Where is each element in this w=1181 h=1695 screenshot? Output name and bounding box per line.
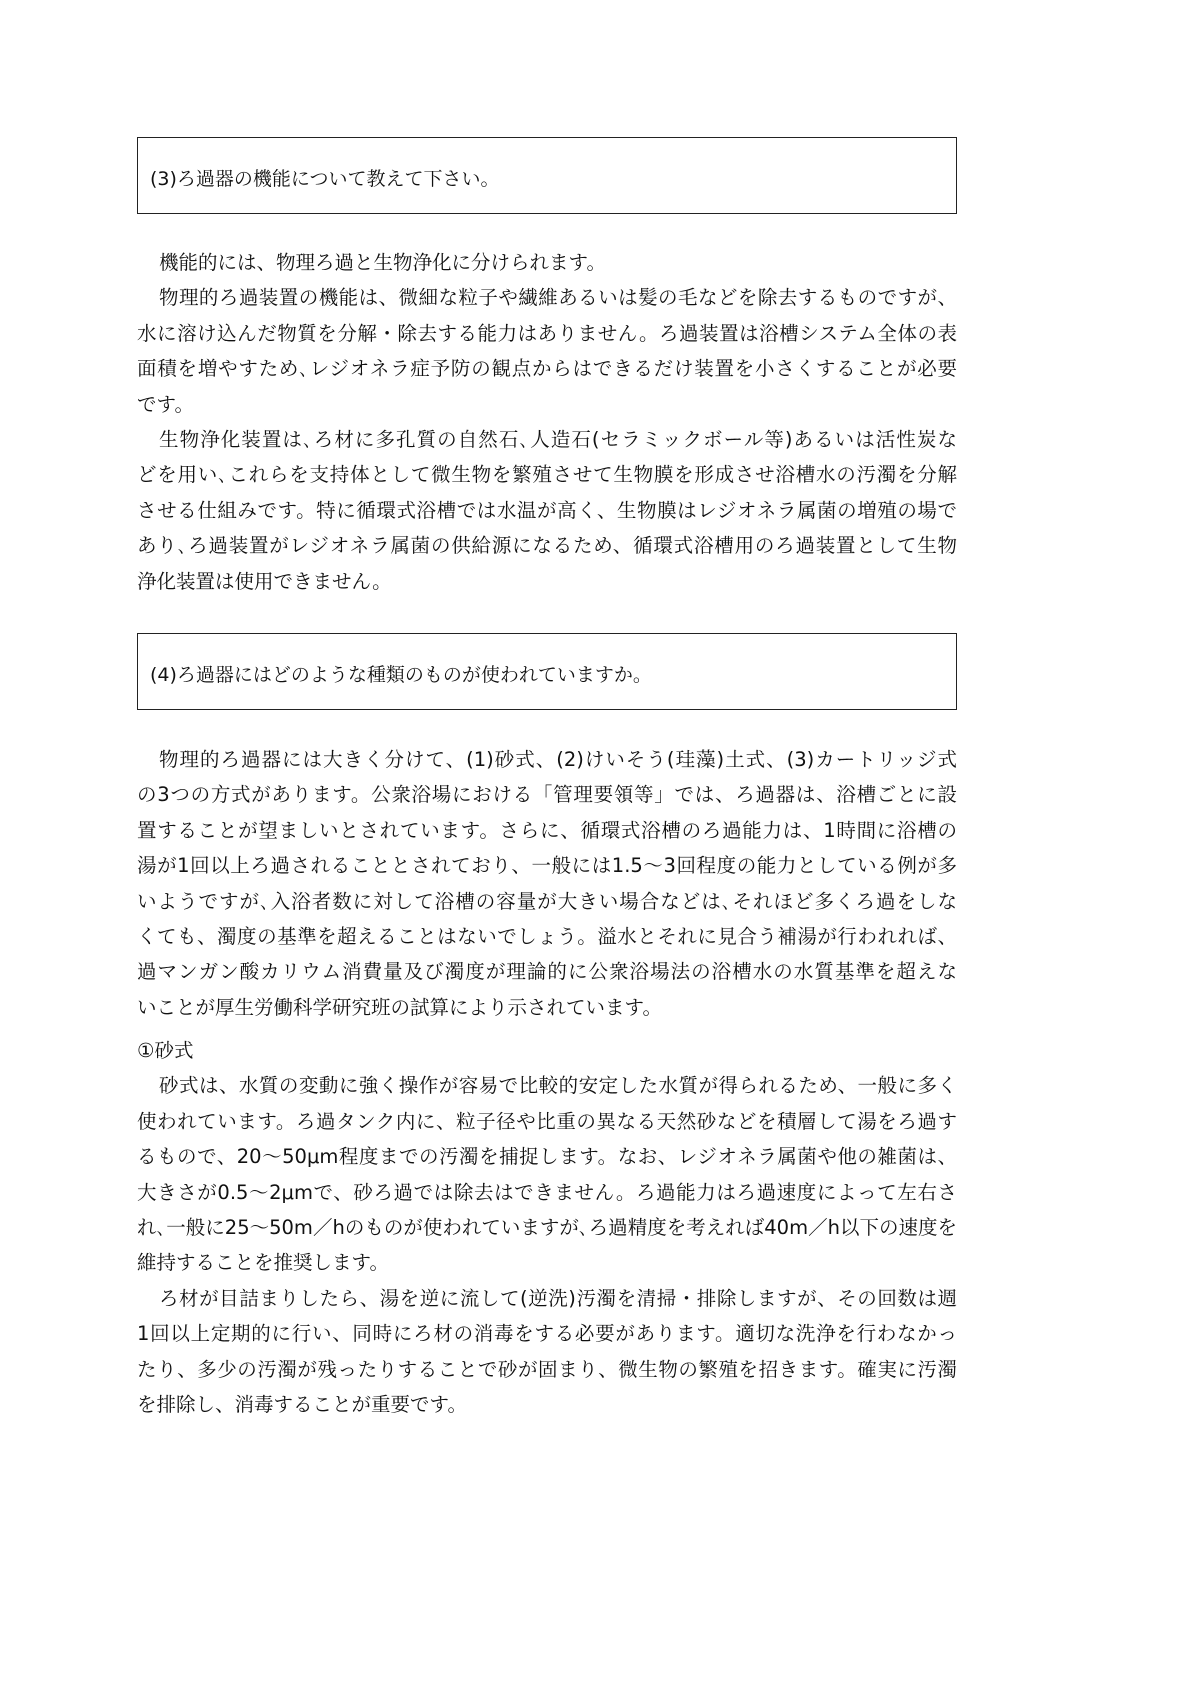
text-line: いようですが､入浴者数に対して浴槽の容量が大きい場合などは､それほど多くろ過をしな (137, 889, 957, 913)
text-line: れ､一般に25～50m／hのものが使われていますが､ろ過精度を考えれば40m／h以下の速度を (137, 1215, 957, 1239)
text-line: 物理的ろ過器には大きく分けて、(1)砂式、(2)けいそう(珪藻)土式、(3)カートリッジ式 (159, 748, 957, 771)
text-line: させる仕組みです。特に循環式浴槽では水温が高く、生物膜はレジオネラ属菌の増殖の場で (137, 498, 957, 522)
text-line: 浄化装置は使用できません。 (137, 569, 392, 593)
text-line: あり､ろ過装置がレジオネラ属菌の供給源になるため、循環式浴槽用のろ過装置として生物 (137, 534, 957, 558)
text-line: 面積を増やすため､レジオネラ症予防の観点からはできるだけ装置を小さくすることが必要 (137, 357, 957, 381)
text-line: 大きさが0.5～2μmで、砂ろ過では除去はできません。ろ過能力はろ過速度によって左右さ (137, 1180, 957, 1204)
text-line: 物理的ろ過装置の機能は、微細な粒子や繊維あるいは髪の毛などを除去するものですが、 (159, 286, 957, 310)
text-line: くても、濁度の基準を超えることはないでしょう。溢水とそれに見合う補湯が行われれば、 (137, 924, 957, 948)
text-line: です。 (137, 392, 194, 416)
text-line: どを用い､これらを支持体として微生物を繁殖させて生物膜を形成させ浴槽水の汚濁を分解 (137, 463, 957, 487)
text-line: るもので、20～50μm程度までの汚濁を捕捉します。なお、レジオネラ属菌や他の雑菌は、 (137, 1145, 957, 1169)
text-line: 使われています。ろ過タンク内に、粒子径や比重の異なる天然砂などを積層して湯をろ過す (137, 1109, 957, 1133)
text-line: いことが厚生労働科学研究班の試算により示されています。 (137, 995, 662, 1019)
text-line: の3つの方式があります。公衆浴場における「管理要領等」では、ろ過器は、浴槽ごとに設 (137, 783, 957, 807)
text-line: 置することが望ましいとされています。さらに、循環式浴槽のろ過能力は、1時間に浴槽の (137, 818, 957, 842)
text-line: 砂式は、水質の変動に強く操作が容易で比較的安定した水質が得られるため、一般に多く (159, 1074, 957, 1098)
text-line: 過マンガン酸カリウム消費量及び濁度が理論的に公衆浴場法の浴槽水の水質基準を超えな (137, 960, 957, 984)
sand-section (137, 1033, 957, 1422)
text-line: 機能的には、物理ろ過と生物浄化に分けられます。 (159, 251, 606, 274)
answer-4 (137, 742, 957, 1025)
question-box-3 (137, 137, 957, 214)
question-box-4 (137, 633, 957, 710)
question-4: (4)ろ過器にはどのような種類のものが使われていますか。 (150, 664, 652, 686)
answer-3 (137, 245, 957, 599)
question-3: (3)ろ過器の機能について教えて下さい。 (150, 168, 500, 190)
text-line: を排除し、消毒することが重要です。 (137, 1392, 467, 1416)
text-line: たり、多少の汚濁が残ったりすることで砂が固まり、微生物の繁殖を招きます。確実に汚濁 (137, 1357, 957, 1381)
text-line: ろ材が目詰まりしたら、湯を逆に流して(逆洗)汚濁を清掃・排除しますが、その回数は週 (159, 1286, 957, 1310)
sand-heading: ①砂式 (137, 1039, 194, 1062)
text-line: 維持することを推奨します。 (137, 1251, 389, 1275)
text-line: 水に溶け込んだ物質を分解・除去する能力はありません。ろ過装置は浴槽システム全体の表 (137, 321, 957, 345)
text-line: 生物浄化装置は､ろ材に多孔質の自然石､人造石(セラミックボール等)あるいは活性炭な (159, 427, 957, 451)
text-line: 湯が1回以上ろ過されることとされており、一般には1.5～3回程度の能力としている例が多 (137, 854, 957, 878)
text-line: 1回以上定期的に行い、同時にろ材の消毒をする必要があります。適切な洗浄を行わなかっ (137, 1322, 957, 1346)
